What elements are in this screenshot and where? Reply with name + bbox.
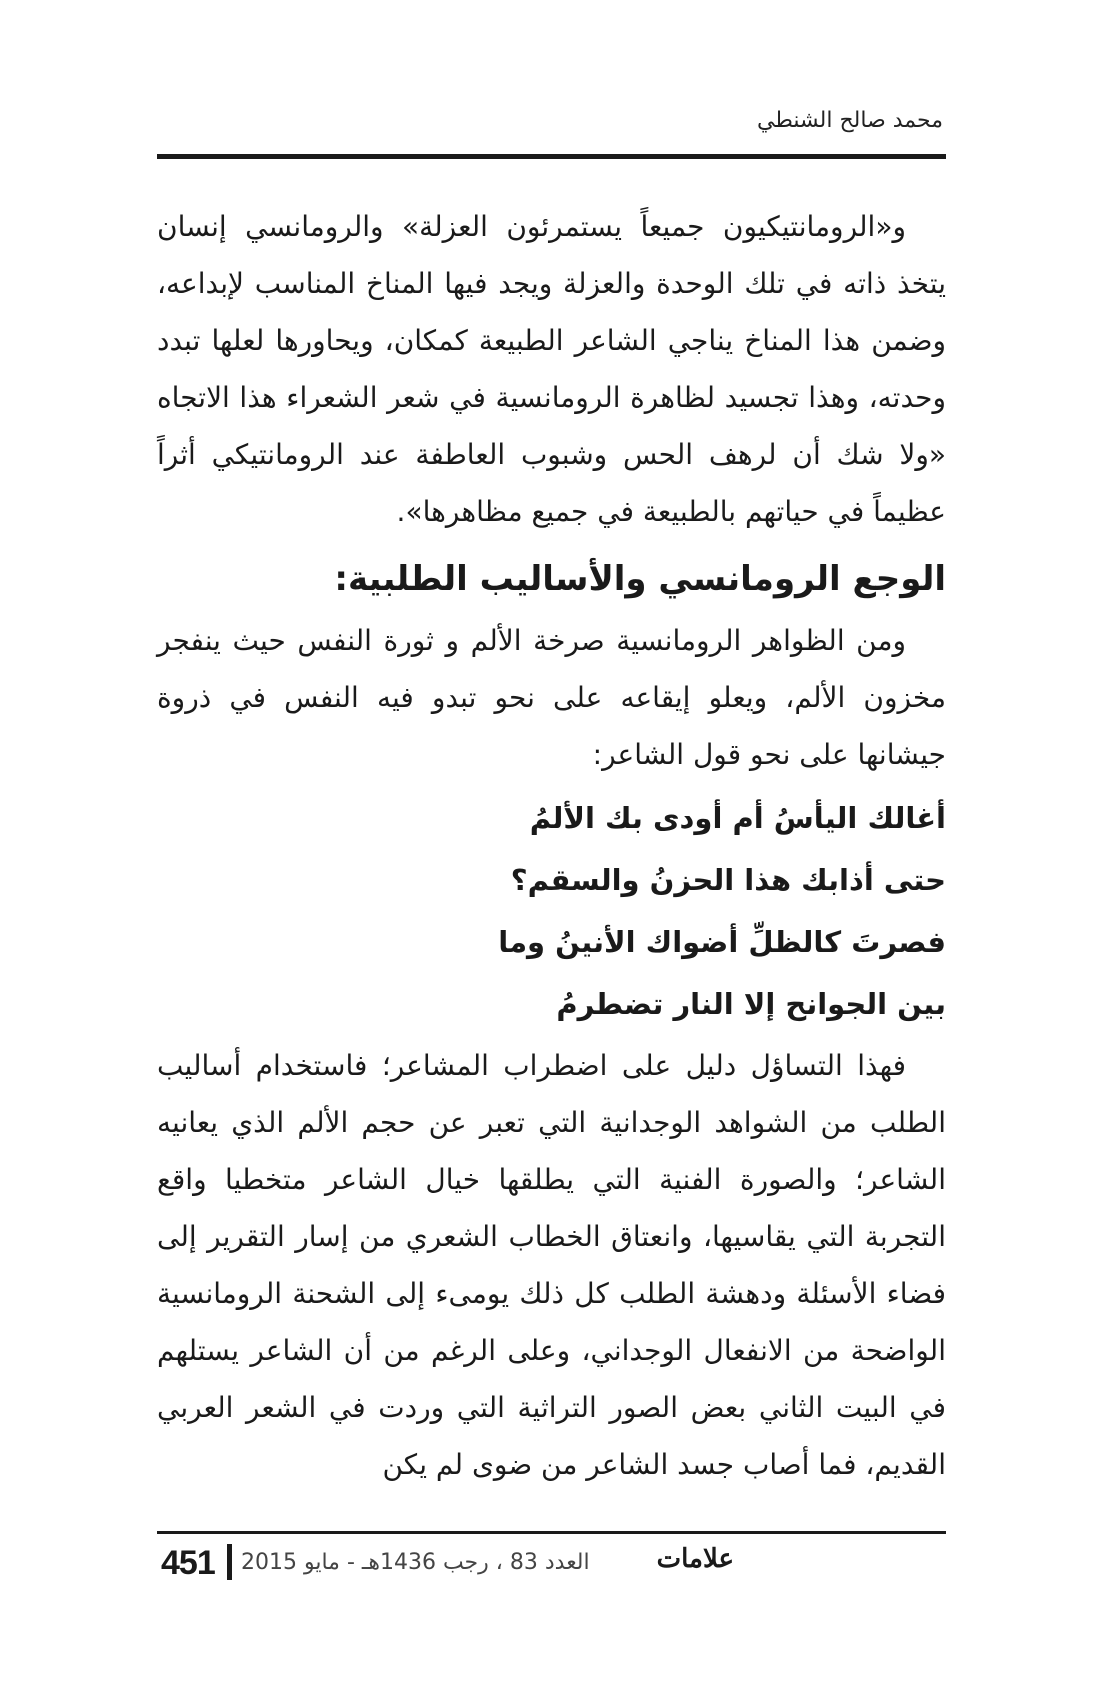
paragraph-1: و«الرومانتيكيون جميعاً يستمرئون العزلة» والرومانسي إنسان يتخذ ذاته في تلك الوحدة والعزلة ويجد فيها المناخ المناسب لإبداعه، وضمن هذا المناخ يناجي الشاعر الطبيعة كمكان، ويحاورها لعلها تبدد وحدته، وهذا تجسيد لظاهرة الرومانسية في شعر الشعراء هذا الاتجاه «ولا شك أن لرهف الحس وشبوب العاطفة عند الرومانتيكي أثراً عظيماً في حياتهم بالطبيعة في جميع مظاهرها». — [157, 210, 946, 528]
article-body — [157, 198, 946, 1493]
paragraph-2: ومن الظواهر الرومانسية صرخة الألم و ثورة النفس حيث ينفجر مخزون الألم، ويعلو إيقاعه على نحو تبدو فيه النفس في ذروة جيشانها على نحو قول الشاعر: — [157, 624, 946, 771]
running-head-author: محمد صالح الشنطي — [757, 108, 943, 133]
issue-info: العدد 83 ، رجب 1436هـ - مايو 2015 — [241, 1550, 590, 1575]
page-number: 451 — [161, 1544, 215, 1582]
verse-line: فصرتَ كالظلِّ أضواك الأنينُ وما — [498, 925, 946, 959]
journal-logo: علامات — [656, 1544, 734, 1574]
verse-line: حتى أذابك هذا الحزنُ والسقم؟ — [510, 863, 946, 897]
verse-line: أغالك اليأسُ أم أودى بك الألمُ — [529, 801, 946, 835]
footer-rule — [157, 1531, 946, 1534]
footer-divider — [227, 1544, 232, 1580]
section-heading: الوجع الرومانسي والأساليب الطلبية: — [334, 559, 946, 599]
verse-line: بين الجوانح إلا النار تضطرمُ — [556, 987, 946, 1021]
header-rule — [157, 154, 946, 159]
paragraph-3: فهذا التساؤل دليل على اضطراب المشاعر؛ فاستخدام أساليب الطلب من الشواهد الوجدانية التي تعبر عن حجم الألم الذي يعانيه الشاعر؛ والصورة الفنية التي يطلقها خيال الشاعر متخطيا واقع التجربة التي يقاسيها، وانعتاق الخطاب الشعري من إسار التقرير إلى فضاء الأسئلة ودهشة الطلب كل ذلك يومىء إلى الشحنة الرومانسية الواضحة من الانفعال الوجداني، وعلى الرغم من أن الشاعر يستلهم في البيت الثاني بعض الصور التراثية التي وردت في الشعر العربي القديم، فما أصاب جسد الشاعر من ضوى لم يكن — [157, 1049, 946, 1481]
poem-verses — [157, 787, 946, 1035]
page-footer — [157, 1540, 946, 1584]
